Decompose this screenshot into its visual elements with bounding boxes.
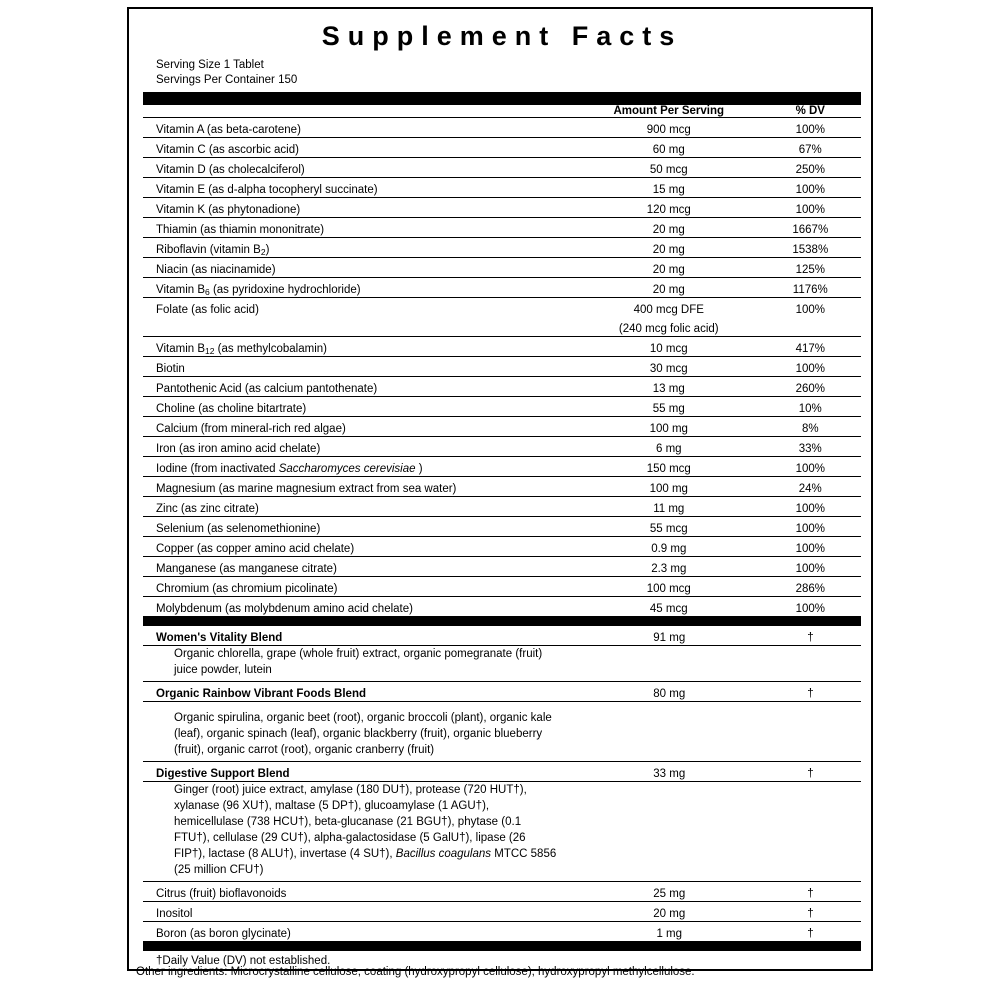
table-row: [143, 517, 861, 537]
blend-dv: †: [760, 682, 861, 702]
table-row: [143, 198, 861, 218]
nutrient-dv: 125%: [760, 258, 861, 278]
table-row: [143, 497, 861, 517]
table-row: [143, 317, 861, 337]
blend-ingredient-line: (25 million CFU†): [143, 862, 861, 882]
table-row: [143, 577, 861, 597]
column-header-amount: Amount Per Serving: [578, 105, 760, 118]
blend-dv: †: [760, 626, 861, 646]
nutrient-name: Zinc (as zinc citrate): [143, 497, 578, 517]
blend-row: [143, 626, 861, 646]
nutrient-dv: 1176%: [760, 278, 861, 298]
nutrient-name: Inositol: [143, 902, 578, 922]
nutrient-dv: 100%: [760, 497, 861, 517]
other-ingredients: Other ingredients: Microcrystalline cellulose, coating (hydroxypropyl cellulose), hydroxypropyl methylcellulose.: [136, 966, 695, 978]
nutrient-name: Vitamin D (as cholecalciferol): [143, 158, 578, 178]
nutrient-dv: 24%: [760, 477, 861, 497]
nutrient-amount: 45 mcg: [578, 597, 760, 617]
nutrient-dv: †: [760, 922, 861, 942]
table-row: [143, 557, 861, 577]
nutrient-dv: [760, 317, 861, 337]
blend-ingredient-line: xylanase (96 XU†), maltase (5 DP†), glucoamylase (1 AGU†),: [174, 800, 490, 812]
blend-ingredient-line: FIP†), lactase (8 ALU†), invertase (4 SU†), Bacillus coagulans MTCC 5856: [174, 848, 557, 860]
table-row: [143, 457, 861, 477]
blend-name: Organic Rainbow Vibrant Foods Blend: [143, 682, 578, 702]
nutrient-amount: 13 mg: [578, 377, 760, 397]
table-row: [143, 377, 861, 397]
blend-ingredient-line: Organic chlorella, grape (whole fruit) extract, organic pomegranate (fruit): [174, 648, 543, 660]
nutrient-name: Vitamin K (as phytonadione): [143, 198, 578, 218]
blend-ingredient-line: hemicellulase (738 HCU†), beta-glucanase (21 BGU†), phytase (0.1: [174, 816, 522, 828]
nutrient-name: Boron (as boron glycinate): [143, 922, 578, 942]
blend-dv: †: [760, 762, 861, 782]
nutrient-amount: 20 mg: [578, 218, 760, 238]
nutrient-name: Manganese (as manganese citrate): [143, 557, 578, 577]
table-row: [143, 417, 861, 437]
nutrient-name: Riboflavin (vitamin B2): [143, 238, 578, 258]
nutrient-amount: 100 mg: [578, 477, 760, 497]
nutrient-amount: 60 mg: [578, 138, 760, 158]
blend-amount: 91 mg: [578, 626, 760, 646]
nutrition-table: [143, 105, 861, 617]
divider-blends: [143, 617, 861, 626]
nutrient-name: Calcium (from mineral-rich red algae): [143, 417, 578, 437]
nutrient-amount: 55 mg: [578, 397, 760, 417]
nutrient-dv: 260%: [760, 377, 861, 397]
nutrient-amount: (240 mcg folic acid): [578, 317, 760, 337]
supplement-facts-panel: [127, 7, 873, 971]
nutrient-amount: 50 mcg: [578, 158, 760, 178]
nutrient-dv: 250%: [760, 158, 861, 178]
nutrient-amount: 6 mg: [578, 437, 760, 457]
nutrient-amount: 25 mg: [578, 882, 760, 902]
nutrient-name: Magnesium (as marine magnesium extract from sea water): [143, 477, 578, 497]
table-row: [143, 238, 861, 258]
table-row: [143, 477, 861, 497]
nutrient-dv: 67%: [760, 138, 861, 158]
page-title: Supplement Facts: [321, 21, 683, 51]
footnote-dv: †Daily Value (DV) not established.: [156, 955, 331, 967]
table-row: [143, 218, 861, 238]
blend-row: [143, 682, 861, 702]
table-row: [143, 278, 861, 298]
table-row: [143, 337, 861, 357]
nutrient-dv: 100%: [760, 557, 861, 577]
nutrient-name: Molybdenum (as molybdenum amino acid chelate): [143, 597, 578, 617]
nutrient-amount: 20 mg: [578, 238, 760, 258]
blend-row: [143, 762, 861, 782]
divider-footnote: [143, 942, 861, 951]
nutrient-name: Selenium (as selenomethionine): [143, 517, 578, 537]
nutrient-dv: 417%: [760, 337, 861, 357]
nutrient-dv: 100%: [760, 118, 861, 138]
table-row: [143, 882, 861, 902]
table-row: [143, 537, 861, 557]
nutrient-amount: 10 mcg: [578, 337, 760, 357]
blend-name: Women's Vitality Blend: [143, 626, 578, 646]
nutrient-amount: 0.9 mg: [578, 537, 760, 557]
nutrient-name: Biotin: [143, 357, 578, 377]
nutrient-amount: 100 mg: [578, 417, 760, 437]
nutrient-dv: 100%: [760, 178, 861, 198]
table-row: [143, 298, 861, 318]
nutrient-dv: 100%: [760, 597, 861, 617]
nutrient-dv: 100%: [760, 517, 861, 537]
table-row: [143, 158, 861, 178]
nutrient-amount: 55 mcg: [578, 517, 760, 537]
blend-amount: 80 mg: [578, 682, 760, 702]
table-header-row: [143, 105, 861, 118]
blend-ingredient-line: (leaf), organic spinach (leaf), organic blackberry (fruit), organic blueberry: [174, 728, 543, 740]
nutrient-amount: 900 mcg: [578, 118, 760, 138]
nutrient-amount: 20 mg: [578, 258, 760, 278]
nutrient-dv: 100%: [760, 457, 861, 477]
nutrient-dv: 100%: [760, 537, 861, 557]
nutrient-amount: 15 mg: [578, 178, 760, 198]
table-row: [143, 922, 861, 942]
nutrient-dv: 100%: [795, 304, 825, 316]
nutrient-amount: 30 mcg: [578, 357, 760, 377]
blend-ingredient-line: Ginger (root) juice extract, amylase (180 DU†), protease (720 HUT†),: [174, 784, 527, 796]
nutrient-amount: 2.3 mg: [578, 557, 760, 577]
nutrient-dv: 8%: [760, 417, 861, 437]
table-row: [143, 258, 861, 278]
blend-ingredient-line: juice powder, lutein: [143, 662, 861, 682]
column-header-name: [143, 105, 578, 118]
nutrient-dv: †: [760, 902, 861, 922]
nutrient-name: Thiamin (as thiamin mononitrate): [143, 218, 578, 238]
blend-name: Digestive Support Blend: [143, 762, 578, 782]
nutrient-name: Vitamin B12 (as methylcobalamin): [143, 337, 578, 357]
nutrient-amount: 20 mg: [578, 278, 760, 298]
servings-per-container: Servings Per Container 150: [156, 74, 298, 86]
table-row: [143, 138, 861, 158]
nutrient-name: Niacin (as niacinamide): [143, 258, 578, 278]
nutrient-name: Folate (as folic acid): [156, 304, 259, 316]
nutrient-name: Copper (as copper amino acid chelate): [143, 537, 578, 557]
nutrient-dv: 100%: [760, 198, 861, 218]
table-row: [143, 178, 861, 198]
blend-ingredient-line: FTU†), cellulase (29 CU†), alpha-galactosidase (5 GalU†), lipase (26: [174, 832, 526, 844]
nutrient-amount: 150 mcg: [578, 457, 760, 477]
nutrient-amount: 100 mcg: [578, 577, 760, 597]
nutrient-amount: 11 mg: [578, 497, 760, 517]
nutrient-dv: 1538%: [760, 238, 861, 258]
nutrient-dv: 286%: [760, 577, 861, 597]
serving-size: Serving Size 1 Tablet: [156, 59, 264, 71]
divider-thick-top: [143, 92, 861, 105]
nutrient-name: Pantothenic Acid (as calcium pantothenate): [143, 377, 578, 397]
blend-ingredient-line: (fruit), organic carrot (root), organic cranberry (fruit): [143, 742, 861, 762]
nutrient-amount: 20 mg: [578, 902, 760, 922]
nutrient-name: Vitamin E (as d-alpha tocopheryl succinate): [143, 178, 578, 198]
column-header-dv: % DV: [760, 105, 861, 118]
table-row: [143, 902, 861, 922]
nutrient-name: Iodine (from inactivated Saccharomyces cerevisiae ): [143, 457, 578, 477]
blend-ingredient-line: Organic spirulina, organic beet (root), organic broccoli (plant), organic kale: [174, 712, 552, 724]
nutrient-name: Vitamin B6 (as pyridoxine hydrochloride): [143, 278, 578, 298]
nutrient-name: Vitamin A (as beta-carotene): [143, 118, 578, 138]
nutrient-dv: 33%: [760, 437, 861, 457]
blends-table: [143, 626, 861, 942]
nutrient-amount: 1 mg: [578, 922, 760, 942]
nutrient-dv: †: [760, 882, 861, 902]
nutrient-name: [143, 317, 578, 337]
nutrient-dv: 1667%: [760, 218, 861, 238]
nutrient-name: Chromium (as chromium picolinate): [143, 577, 578, 597]
nutrient-amount: 400 mcg DFE: [633, 304, 704, 316]
nutrient-name: Choline (as choline bitartrate): [143, 397, 578, 417]
table-row: [143, 397, 861, 417]
table-row: [143, 597, 861, 617]
table-row: [143, 437, 861, 457]
table-row: [143, 357, 861, 377]
nutrient-amount: 120 mcg: [578, 198, 760, 218]
nutrient-name: Citrus (fruit) bioflavonoids: [143, 882, 578, 902]
nutrient-name: Vitamin C (as ascorbic acid): [143, 138, 578, 158]
nutrient-name: Iron (as iron amino acid chelate): [143, 437, 578, 457]
table-row: [143, 118, 861, 138]
blend-ingredient-line: [143, 702, 861, 711]
nutrient-dv: 10%: [760, 397, 861, 417]
blend-amount: 33 mg: [578, 762, 760, 782]
nutrient-dv: 100%: [760, 357, 861, 377]
